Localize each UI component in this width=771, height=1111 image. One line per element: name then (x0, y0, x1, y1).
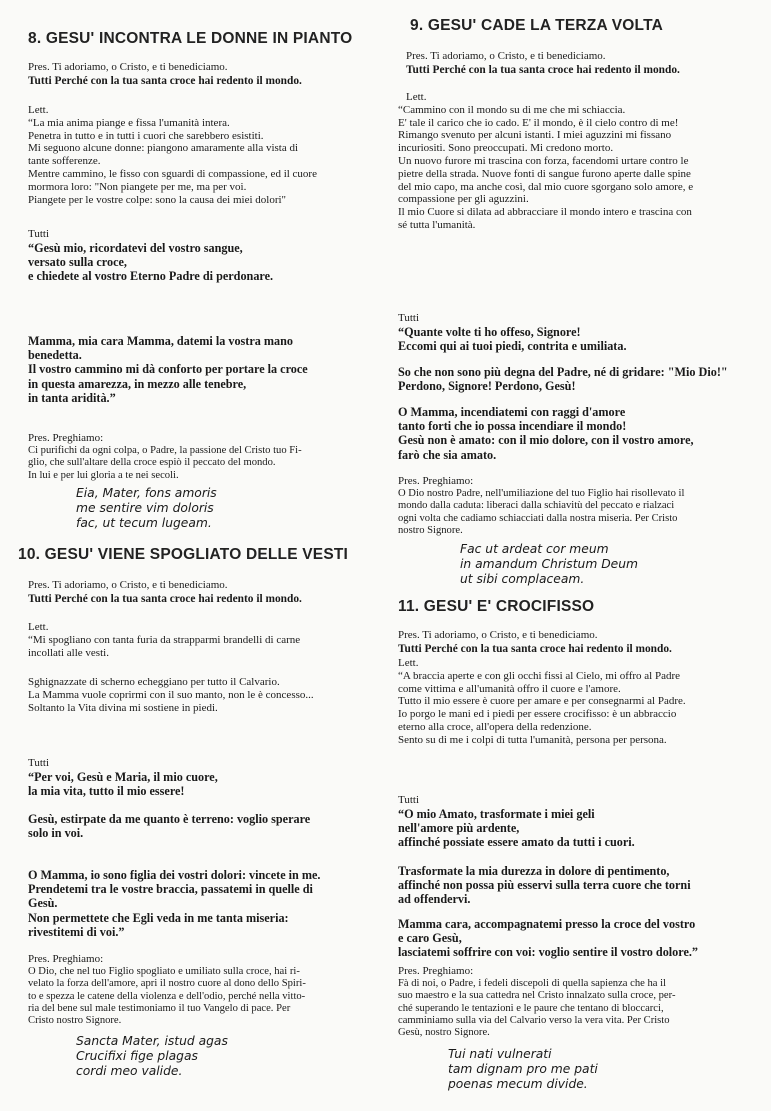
mamma-line: in questa amarezza, in mezzo alle tenebre, (28, 376, 247, 391)
pres-line: Pres. Ti adoriamo, o Cristo, e ti benediciamo. (28, 579, 228, 591)
station-9-title: 9. GESU' CADE LA TERZA VOLTA (410, 17, 663, 34)
mamma-line: benedetta. (28, 348, 82, 363)
station-10-tutti (28, 757, 380, 798)
mamma-line: O Mamma, io sono figlia dei vostri dolori: vincete in me. (28, 868, 321, 882)
mamma-line: Prendetemi tra le vostre braccia, passatemi in quelle di (28, 882, 313, 897)
mamma-line: lasciatemi soffrire con voi: voglio sentire il vostro dolore.” (398, 945, 699, 960)
station-10-title: 10. GESU' VIENE SPOGLIATO DELLE VESTI (18, 546, 349, 563)
lett-line: “A braccia aperte e con gli occhi fissi al Cielo, mi offro al Padre (398, 669, 681, 682)
lett-line: sé tutta l'umanità. (398, 218, 476, 231)
lett-line: tante sofferenze. (28, 155, 101, 168)
lett-line: Sghignazzate di scherno echeggiano per tutto il Calvario. (28, 676, 280, 688)
pres-line: Pres. Ti adoriamo, o Cristo, e ti benediciamo. (28, 61, 228, 73)
lett-line: Un nuovo furore mi trascina con forza, facendomi urtare contro le (398, 154, 689, 167)
tutti-text: la mia vita, tutto il mio essere! (28, 784, 185, 798)
lett-line: E' tale il carico che io cado. E' il mondo, è il cielo contro di me! (398, 116, 679, 129)
station-11-tutti (398, 794, 750, 849)
prayer-line: Fà di noi, o Padre, i fedeli discepoli di quella sapienza che ha il (398, 977, 666, 989)
station-9-prayer (398, 475, 750, 537)
latin-line: Eia, Mater, fons amoris (76, 486, 217, 500)
tutti-label: Tutti (398, 312, 420, 324)
tutti-text: versato sulla croce, (28, 255, 127, 269)
tutti-label: Tutti (398, 794, 420, 806)
station-9-perdono (398, 365, 750, 393)
lett-line: Piangete per le vostre colpe: sono la causa dei miei dolori" (28, 193, 287, 206)
tutti-text: “Gesù mio, ricordatevi del vostro sangue, (28, 240, 243, 255)
lett-line: pietre della strada. Nuove fonti di sangue furono aperte dalle spine (398, 167, 691, 180)
lett-line: Mi seguono alcune donne: piangono amaramente alla vista di (28, 142, 299, 155)
text-line: Gesù, estirpate da me quanto è terreno: voglio sperare (28, 812, 311, 826)
mamma-line: Gesù non è amato: con il mio dolore, con il vostro amore, (398, 433, 694, 448)
latin-line: ut sibi complaceam. (460, 572, 585, 586)
mamma-line: Non permettete che Egli veda in me tanta miseria: (28, 910, 289, 925)
station-9-responsory (406, 50, 750, 77)
station-8-mamma (28, 334, 380, 405)
lett-line: incuriositi. Sono preoccupati. Mi credono morto. (398, 142, 614, 155)
text-line: ad offendervi. (398, 892, 471, 907)
latin-line: in amandum Christum Deum (460, 557, 639, 571)
lett-line: Io porgo le mani ed i piedi per essere crocifisso: è un abbraccio (398, 708, 677, 721)
station-9-mamma (398, 405, 750, 462)
latin-line: me sentire vim doloris (76, 501, 214, 515)
lett-label: Lett. (406, 91, 427, 103)
station-11-reading (398, 657, 750, 747)
prayer-line: velato la forza dell'amore, apri il nostro cuore al dono dello Spiri- (28, 978, 306, 990)
station-9-reading (398, 91, 750, 232)
station-11-title: 11. GESU' E' CROCIFISSO (398, 598, 595, 615)
prayer-line: Cristo nostro Signore. (28, 1015, 122, 1027)
station-10-latin (76, 1034, 380, 1079)
text-line: affinché non possa più esservi sulla terra cuore che torni (398, 878, 691, 893)
prayer-line: ogni volta che cadiamo schiacciati dalla nostra miseria. Per Cristo (398, 512, 678, 524)
station-10-prayer (28, 953, 380, 1028)
tutti-text: nell'amore più ardente, (398, 821, 520, 835)
tutti-line: Tutti Perché con la tua santa croce hai redento il mondo. (28, 592, 302, 605)
tutti-text: affinché possiate essere amato da tutti i cuori. (398, 835, 635, 850)
mamma-line: in tanta aridità.” (28, 390, 116, 405)
tutti-label: Tutti (28, 757, 50, 769)
lett-line: del mio capo, ma anche così, dal mio cuore sgorgano solo amore, e (398, 180, 694, 193)
prayer-line: to e spezza le catene della violenza e dell'odio, perché nella vitto- (28, 990, 306, 1002)
lett-line: “La mia anima piange e fissa l'umanità intera. (28, 116, 230, 129)
lett-line: incollati alle vesti. (28, 646, 109, 659)
lett-line: Penetra in tutto e in tutti i cuori che sarebbero esistiti. (28, 129, 264, 142)
latin-line: fac, ut tecum lugeam. (76, 516, 212, 530)
station-10-responsory (28, 579, 380, 606)
lett-line: “Mi spogliano con tanta furia da strapparmi brandelli di carne (28, 633, 301, 646)
mamma-line: Il vostro cammino mi dà conforto per portare la croce (28, 362, 308, 377)
station-11-mamma (398, 917, 750, 960)
mamma-line: rivestitemi di voi.” (28, 924, 125, 939)
station-10-reading-2 (28, 676, 380, 714)
tutti-text: Eccomi qui ai tuoi piedi, contrita e umiliata. (398, 339, 627, 353)
latin-line: cordi meo valide. (76, 1064, 183, 1078)
station-11-trasformate (398, 864, 750, 907)
tutti-line: Tutti Perché con la tua santa croce hai redento il mondo. (406, 63, 680, 76)
mamma-line: O Mamma, incendiatemi con raggi d'amore (398, 405, 626, 419)
lett-line: Rimango svenuto per alcuni istanti. I miei aguzzini mi fissano (398, 129, 672, 142)
latin-line: tam dignam pro me pati (448, 1062, 598, 1076)
station-8-tutti (28, 228, 380, 283)
text-line: Perdono, Signore! Perdono, Gesù! (398, 379, 576, 394)
preghiamo-label: Pres. Preghiamo: (398, 965, 474, 977)
text-line: solo in voi. (28, 826, 84, 841)
tutti-line: Tutti Perché con la tua santa croce hai redento il mondo. (398, 642, 672, 655)
lett-label: Lett. (28, 621, 49, 633)
lett-line: “Cammino con il mondo su di me che mi schiaccia. (398, 103, 626, 116)
prayer-line: suo maestro e la sua cattedra nel Cristo innalzato sulla croce, per- (398, 990, 676, 1002)
latin-line: Crucifixi fige plagas (76, 1049, 198, 1063)
tutti-text: “O mio Amato, trasformate i miei geli (398, 806, 595, 821)
prayer-line: Gesù, nostro Signore. (398, 1027, 490, 1039)
latin-line: Fac ut ardeat cor meum (460, 542, 609, 556)
preghiamo-label: Pres. Preghiamo: (28, 432, 104, 444)
tutti-text: “Per voi, Gesù e Maria, il mio cuore, (28, 769, 218, 784)
lett-line: La Mamma vuole coprirmi con il suo manto, non le è concesso... (28, 688, 314, 701)
station-11-latin (448, 1047, 750, 1092)
latin-line: Sancta Mater, istud agas (76, 1034, 228, 1048)
preghiamo-label: Pres. Preghiamo: (28, 953, 104, 965)
lett-line: eterno alla croce, all'opera della redenzione. (398, 720, 592, 733)
prayer-line: ria del bene sul male testimoniamo il tuo Vangelo di pace. Per (28, 1003, 291, 1015)
station-10-reading (28, 621, 380, 659)
pres-line: Pres. Ti adoriamo, o Cristo, e ti benediciamo. (398, 629, 598, 641)
mamma-line: tanto forti che io possa incendiare il mondo! (398, 419, 627, 434)
prayer-line: In lui e per lui gloria a te nei secoli. (28, 469, 179, 481)
station-11-prayer (398, 965, 750, 1040)
tutti-line: Tutti Perché con la tua santa croce hai redento il mondo. (28, 74, 302, 87)
text-line: So che non sono più degna del Padre, né di gridare: "Mio Dio!" (398, 365, 728, 379)
prayer-line: ché superando le tentazioni e le paure che tentano di bloccarci, (398, 1002, 664, 1014)
pres-line: Pres. Ti adoriamo, o Cristo, e ti benediciamo. (406, 50, 606, 62)
prayer-line: mondo dalla caduta: liberaci dalla schiavitù del peccato e rialzaci (398, 500, 675, 512)
lett-line: mormora loro: "Non piangete per me, ma per voi. (28, 180, 247, 193)
station-8-responsory (28, 61, 380, 88)
latin-line: Tui nati vulnerati (448, 1047, 552, 1061)
station-8-latin (76, 486, 380, 531)
prayer-line: glio, che sull'altare della croce espiò il peccato del mondo. (28, 457, 276, 469)
mamma-line: Mamma, mia cara Mamma, datemi la vostra mano (28, 334, 294, 348)
lett-label: Lett. (398, 657, 419, 669)
station-8-prayer (28, 432, 380, 482)
mamma-line: farò che sia amato. (398, 447, 497, 462)
lett-line: Mentre cammino, le fisso con sguardi di compassione, ed il cuore (28, 167, 317, 180)
prayer-line: O Dio nostro Padre, nell'umiliazione del tuo Figlio hai risollevato il (398, 487, 685, 499)
station-9-latin (460, 542, 750, 587)
tutti-label: Tutti (28, 228, 50, 240)
right-column (398, 0, 750, 1111)
lett-line: come vittima e all'umanità offro il cuore e l'amore. (398, 682, 621, 695)
left-column (18, 0, 380, 1111)
station-9-tutti (398, 312, 750, 353)
lett-label: Lett. (28, 104, 49, 116)
prayer-line: O Dio, che nel tuo Figlio spogliato e umiliato sulla croce, hai ri- (28, 965, 300, 977)
text-line: Trasformate la mia durezza in dolore di pentimento, (398, 864, 670, 878)
tutti-text: e chiedete al vostro Eterno Padre di perdonare. (28, 269, 274, 284)
lett-line: compassione per gli aguzzini. (398, 193, 529, 206)
station-8-reading (28, 104, 380, 206)
mamma-line: e caro Gesù, (398, 931, 462, 946)
latin-line: poenas mecum divide. (448, 1077, 588, 1091)
station-11-responsory (398, 629, 750, 656)
mamma-line: Mamma cara, accompagnatemi presso la croce del vostro (398, 917, 696, 931)
lett-line: Soltanto la Vita divina mi sostiene in piedi. (28, 701, 218, 714)
lett-line: Sento su di me i colpi di tutta l'umanità, persona per persona. (398, 733, 667, 746)
tutti-text: “Quante volte ti ho offeso, Signore! (398, 324, 581, 339)
station-10-mamma (28, 868, 380, 939)
station-10-estirpate (28, 812, 380, 840)
mamma-line: Gesù. (28, 896, 58, 911)
prayer-line: nostro Signore. (398, 525, 463, 537)
lett-line: Il mio Cuore si dilata ad abbracciare il mondo intero e trascina con (398, 206, 692, 219)
prayer-line: camminiamo sulla via del Calvario verso la vera vita. Per Cristo (398, 1015, 670, 1027)
preghiamo-label: Pres. Preghiamo: (398, 475, 474, 487)
lett-line: Tutto il mio essere è cuore per amare e per consegnarmi al Padre. (398, 695, 686, 708)
station-8-title: 8. GESU' INCONTRA LE DONNE IN PIANTO (28, 30, 353, 47)
prayer-line: Ci purifichi da ogni colpa, o Padre, la passione del Cristo tuo Fi- (28, 444, 302, 456)
